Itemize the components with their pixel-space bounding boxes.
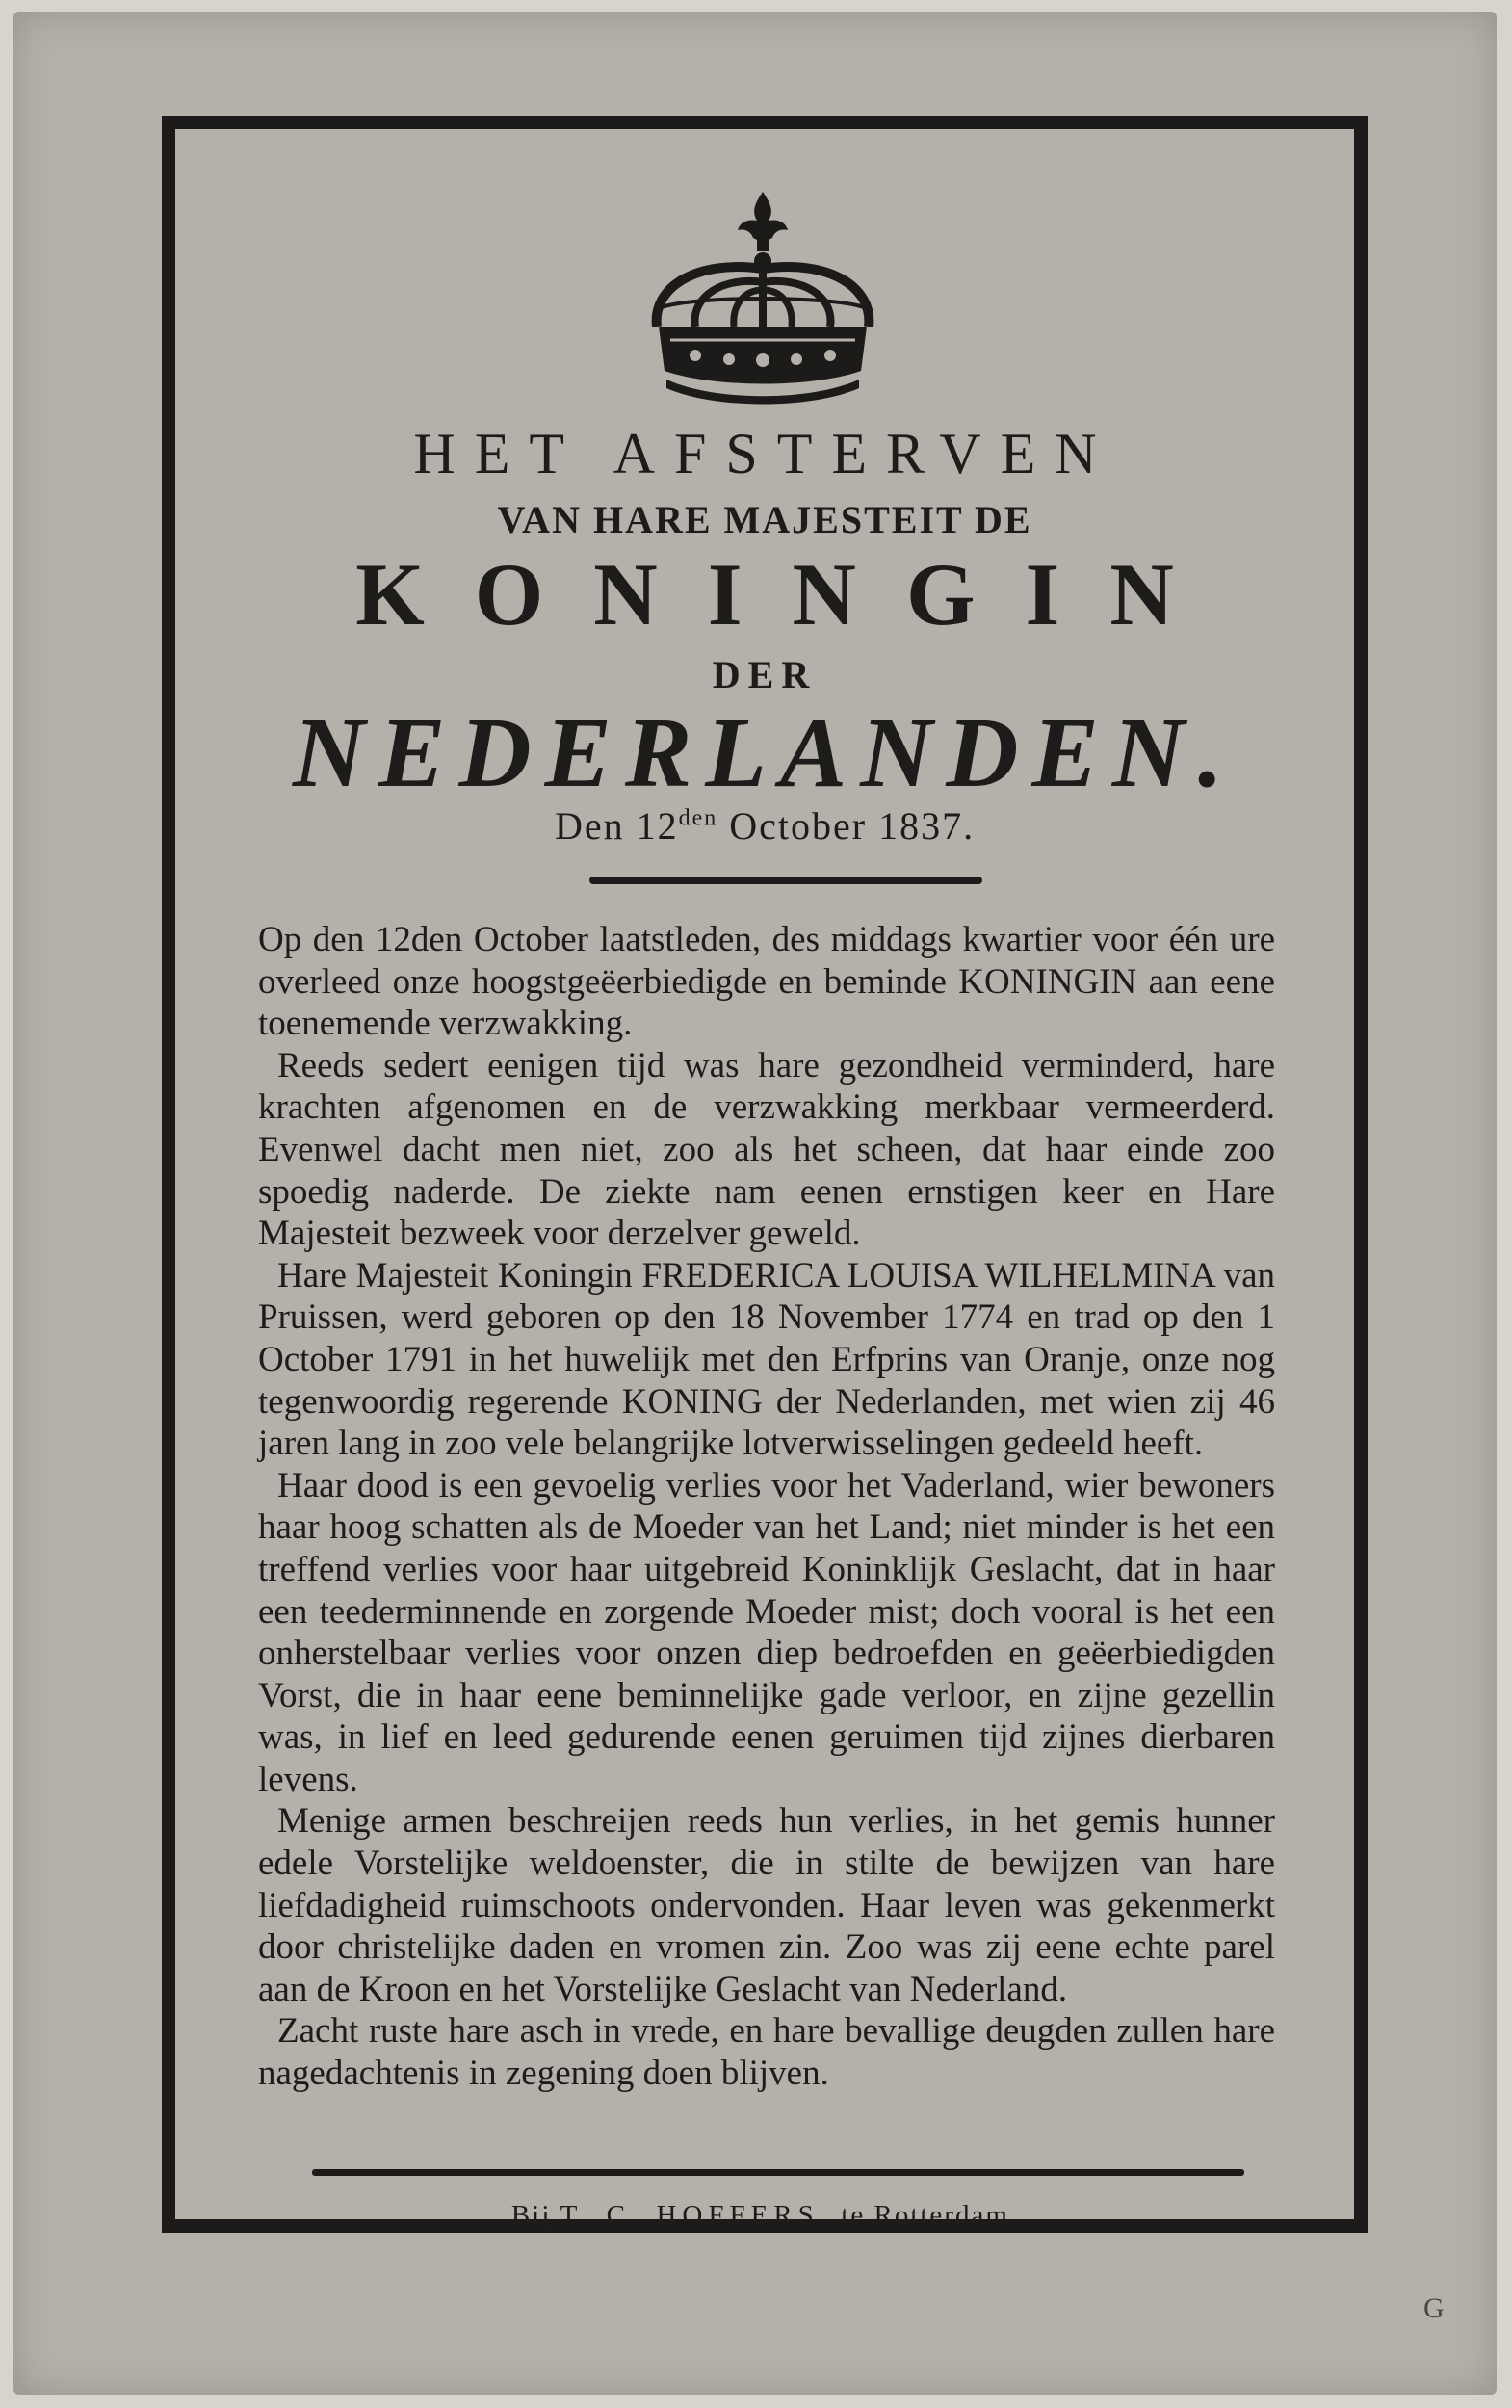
date-superscript: den [678, 805, 718, 831]
date-line [175, 803, 1354, 849]
margin-mark: G [1423, 2292, 1445, 2324]
title-der: DER [712, 653, 818, 696]
title-het-afsterven: HET AFSTERVEN [413, 422, 1116, 485]
page-content [175, 129, 1354, 2231]
title-divider [589, 877, 982, 884]
printer-imprint [175, 2200, 1354, 2232]
date-suffix: October 1837. [717, 804, 976, 848]
paragraph: Reeds sedert eenigen tijd was hare gezondheid verminderd, hare krachten afgenomen en de verzwakking merkbaar vermeerderd. Evenwel dacht men niet, zoo als het scheen, dat haar einde zoo spoedig naderde. De ziekte nam eenen ernstigen keer en Hare Majesteit bezweek voor derzelver geweld. [258, 1045, 1275, 1254]
paragraph: Hare Majesteit Koningin FREDERICA LOUISA WILHELMINA van Pruissen, werd geboren op den 18 November 1774 en trad op den 1 October 1791 in het huwelijk met den Erfprins van Oranje, onze nog tegenwoordig regerende KONING der Nederlanden, met wien zij 46 jaren lang in zoo vele belangrijke lotverwisselingen gedeeld heeft. [258, 1255, 1275, 1464]
imprint-printer: T. C. HOFFERS, [560, 2200, 833, 2231]
title-nederlanden: NEDERLANDEN. [293, 697, 1237, 808]
imprint-prefix: Bij [510, 2200, 560, 2231]
body-text [258, 919, 1275, 2095]
title-koningin: KONINGIN [355, 545, 1224, 643]
paragraph: Menige armen beschreijen reeds hun verlies, in het gemis hunner edele Vorstelijke weldoenster, die in stilte de bewijzen van hare liefdadigheid ruimschoots ondervonden. Haar leven was gekenmerkt door christelijke daden en vromen zin. Zoo was zij eene echte parel aan de Kroon en het Vorstelijke Geslacht van Nederland. [258, 1801, 1275, 2009]
paragraph: Op den 12den October laatstleden, des middags kwartier voor één ure overleed onze hoogstgeëerbiedigde en beminde KONINGIN aan eene toenemende verzwakking. [258, 920, 1275, 1044]
imprint-suffix: te Rotterdam. [832, 2200, 1019, 2231]
title-van-hare-majesteit: VAN HARE MAJESTEIT DE [497, 498, 1032, 541]
paragraph: Zacht ruste hare asch in vrede, en hare bevallige deugden zullen hare nagedachtenis in zegening doen blijven. [258, 2011, 1275, 2094]
date-prefix: Den 12 [554, 804, 679, 848]
page-border-frame [162, 116, 1368, 2233]
paragraph: Haar dood is een gevoelig verlies voor het Vaderland, wier bewoners haar hoog schatten als de Moeder van het Land; niet minder is het een treffend verlies voor haar uitgebreid Koninklijk Geslacht, dat in haar een teederminnende en zorgende Moeder mist; doch vooral is het een onherstelbaar verlies voor onzen diep bedroefden en geëerbiedigden Vorst, die in haar eene beminnelijke gade verloor, en zijne gezellin was, in lief en leed gedurende eenen geruimen tijd zijnes dierbaren levens. [258, 1465, 1275, 1799]
broadside-sheet [13, 12, 1497, 2395]
crown-icon [638, 182, 888, 413]
footer-divider [312, 2169, 1244, 2176]
